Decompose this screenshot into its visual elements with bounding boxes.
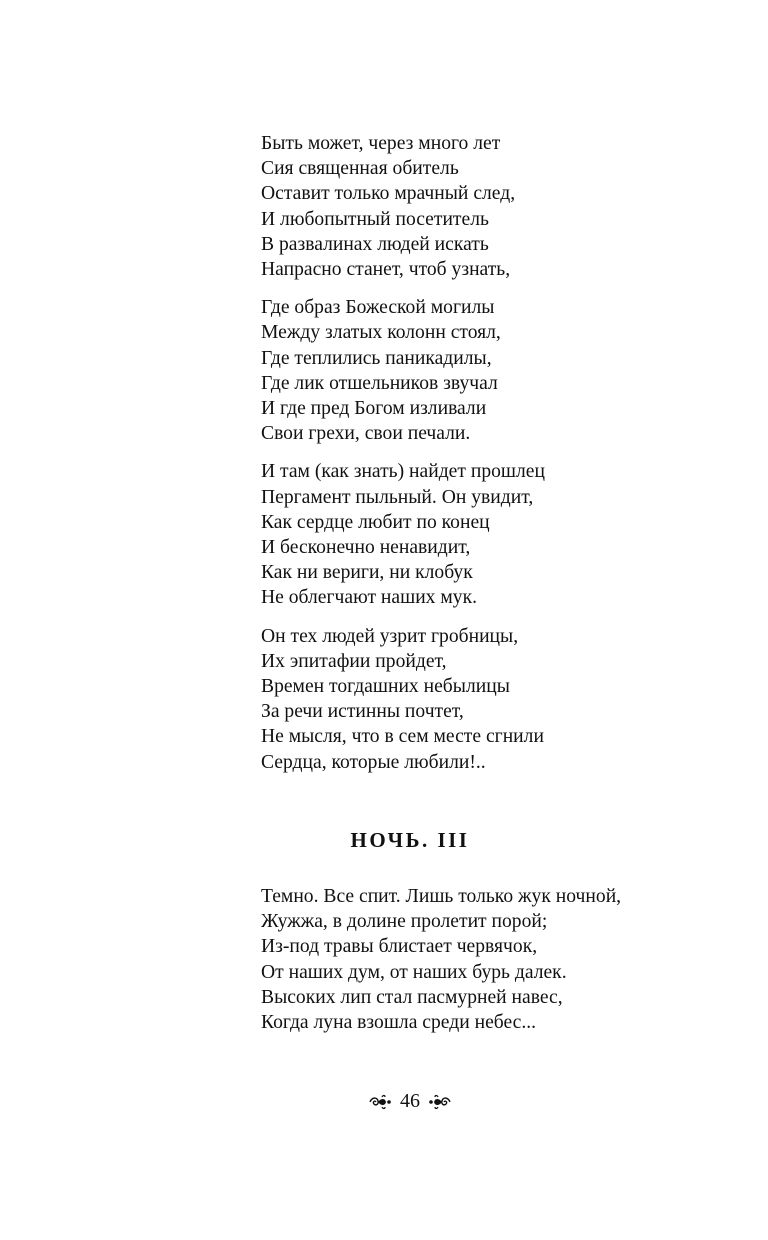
poem-line: Как сердце любит по конец xyxy=(261,511,490,533)
stanza-1 xyxy=(261,131,741,282)
poem-line: Где лик отшельников звучал xyxy=(261,372,498,394)
poem-line: Напрасно станет, чтоб узнать, xyxy=(261,259,511,281)
section-title: НОЧЬ. III xyxy=(350,828,470,852)
fleuron-ornament-icon xyxy=(428,1094,452,1110)
poem-line: За речи истинны почтет, xyxy=(261,701,464,723)
poem-line: И любопытный посетитель xyxy=(261,208,489,230)
poem-line: Оставит только мрачный след, xyxy=(261,183,516,205)
poem-line: Сия священная обитель xyxy=(261,158,459,180)
fleuron-ornament-icon xyxy=(368,1094,392,1110)
page-footer xyxy=(0,1090,768,1113)
poem-line: Он тех людей узрит гробницы, xyxy=(261,625,519,647)
poem-line: Из-под травы блистает червячок, xyxy=(261,936,538,958)
page-number: 46 xyxy=(400,1090,420,1112)
poem-part-2 xyxy=(261,884,741,1035)
poem-line: Свои грехи, свои печали. xyxy=(261,423,471,445)
stanza-4 xyxy=(261,624,741,775)
poem-line: Их эпитафии пройдет, xyxy=(261,650,447,672)
poem-line: Не мысля, что в сем месте сгнили xyxy=(261,726,544,748)
poem-line: Не облегчают наших мук. xyxy=(261,587,477,609)
poem-line: Темно. Все спит. Лишь только жук ночной, xyxy=(261,886,622,907)
poem-line: Между златых колонн стоял, xyxy=(261,322,501,344)
poem-line: Времен тогдашних небылицы xyxy=(261,676,510,698)
poem-line: Быть может, через много лет xyxy=(261,133,501,154)
poem-line: Высоких лип стал пасмурней навес, xyxy=(261,986,563,1008)
poem-line: И где пред Богом изливали xyxy=(261,398,487,420)
poem-line: И бесконечно ненавидит, xyxy=(261,537,471,559)
poem-part-1 xyxy=(261,131,741,788)
poem-line: От наших дум, от наших бурь далек. xyxy=(261,961,567,983)
poem-line: Где образ Божеской могилы xyxy=(261,297,495,319)
poem-line: Где теплились паникадилы, xyxy=(261,347,492,369)
poem-line: Сердца, которые любили!.. xyxy=(261,751,486,773)
poem-line: Жужжа, в долине пролетит порой; xyxy=(261,911,548,933)
stanza-2 xyxy=(261,295,741,446)
poem-line: Как ни вериги, ни клобук xyxy=(261,562,473,584)
stanza-3 xyxy=(261,459,741,610)
poem-line: И там (как знать) найдет прошлец xyxy=(261,461,545,483)
poem-line: В развалинах людей искать xyxy=(261,233,489,255)
poem-line: Пергамент пыльный. Он увидит, xyxy=(261,486,534,508)
poem-line: Когда луна взошла среди небес... xyxy=(261,1012,537,1034)
